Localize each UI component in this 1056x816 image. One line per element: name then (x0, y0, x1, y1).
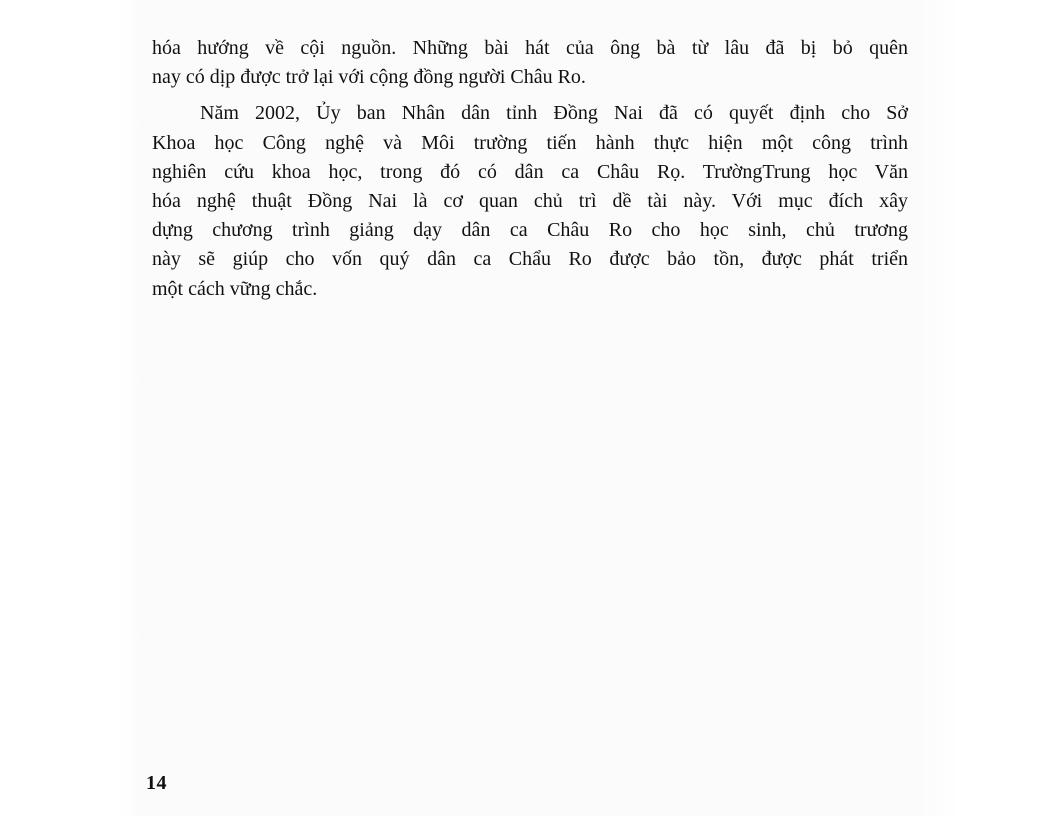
text-line: hóa nghệ thuật Đồng Nai là cơ quan chủ trì dề tài này. Với mục đích xây (152, 190, 908, 213)
text-line: này sẽ giúp cho vốn quý dân ca Chẩu Ro được bảo tồn, được phát triển (152, 248, 908, 271)
body-text (152, 34, 908, 304)
text-line: hóa hướng về cội nguồn. Những bài hát của ông bà từ lâu đã bị bỏ quên (152, 37, 908, 59)
text-line: nay có dịp được trở lại với cộng đồng người Châu Ro. (152, 66, 586, 89)
text-line: một cách vững chắc. (152, 277, 318, 300)
paragraph-1 (152, 34, 908, 92)
paragraph-2 (152, 99, 908, 303)
text-line: nghiên cứu khoa học, trong đó có dân ca Châu Rọ. TrườngTrung học Văn (152, 160, 908, 183)
page-number: 14 (146, 772, 167, 794)
text-line: dựng chương trình giảng dạy dân ca Châu Ro cho học sinh, chủ trương (152, 219, 908, 242)
text-line: Năm 2002, Ủy ban Nhân dân tỉnh Đồng Nai đã có quyết định cho Sở (200, 102, 908, 125)
text-line: Khoa học Công nghệ và Môi trường tiến hành thực hiện một công trình (152, 131, 908, 154)
